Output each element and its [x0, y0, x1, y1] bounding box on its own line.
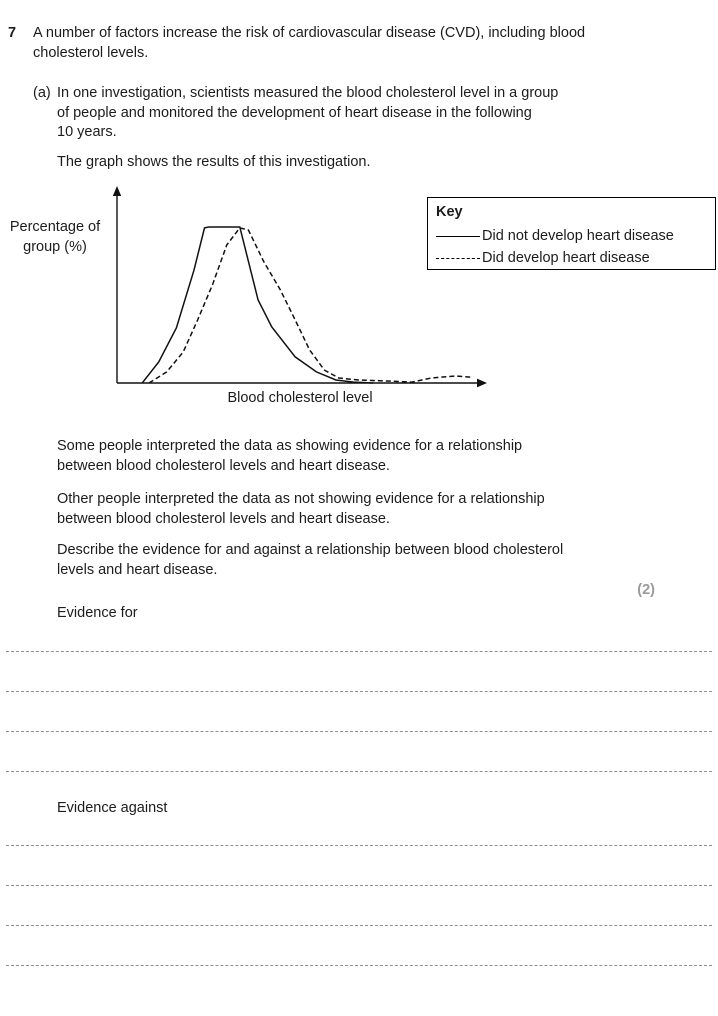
answer-line: [6, 691, 712, 692]
evidence-for-label: Evidence for: [57, 605, 138, 621]
answer-lines-evidence-for: [6, 651, 712, 772]
solid-line-sample-icon: [436, 236, 480, 237]
legend: [427, 197, 716, 270]
x-axis-label: Blood cholesterol level: [227, 390, 373, 406]
legend-item-solid: [436, 226, 707, 248]
answer-line: [6, 925, 712, 926]
intro-line: A number of factors increase the risk of cardiovascular disease (CVD), including blood: [33, 25, 586, 41]
y-axis-label-line: Percentage of: [9, 219, 101, 235]
paragraph-line: levels and heart disease.: [57, 561, 218, 578]
answer-line: [6, 651, 712, 652]
legend-label: Did develop heart disease: [482, 249, 650, 266]
task-instruction-paragraph: [57, 541, 563, 580]
answer-line: [6, 965, 712, 966]
question-number: 7: [8, 25, 17, 41]
answer-lines-evidence-against: [6, 845, 712, 966]
y-axis-label-line: group (%): [23, 238, 87, 255]
legend-item-dashed: [436, 248, 707, 270]
paragraph-line: Other people interpreted the data as not showing evidence for a relationship: [57, 491, 545, 507]
answer-line: [6, 771, 712, 772]
y-axis-arrow-icon: [113, 186, 121, 196]
paragraph-line: between blood cholesterol levels and heart disease.: [57, 510, 390, 527]
part-a-text: [57, 84, 558, 143]
part-a-line: of people and monitored the development of heart disease in the following: [57, 104, 532, 121]
answer-line: [6, 885, 712, 886]
legend-label: Did not develop heart disease: [482, 227, 674, 244]
curve-dashed: [149, 228, 470, 383]
y-axis-label: [4, 218, 106, 257]
graph-figure: [0, 180, 718, 412]
x-axis-arrow-icon: [477, 379, 487, 388]
answer-line: [6, 845, 712, 846]
question-intro: [33, 24, 585, 63]
part-a-label: (a): [33, 85, 51, 101]
answer-line: [6, 731, 712, 732]
intro-line: cholesterol levels.: [33, 44, 149, 61]
dashed-line-sample-icon: [436, 258, 480, 259]
interpretation-against-paragraph: [57, 490, 545, 529]
marks-badge: (2): [637, 582, 655, 598]
legend-title: Key: [436, 204, 463, 220]
paragraph-line: Describe the evidence for and against a relationship between blood cholesterol: [57, 542, 564, 558]
paragraph-line: between blood cholesterol levels and heart disease.: [57, 457, 390, 474]
paragraph-line: Some people interpreted the data as showing evidence for a relationship: [57, 438, 523, 454]
part-a-line: 10 years.: [57, 124, 117, 140]
graph-caption: The graph shows the results of this investigation.: [57, 154, 371, 170]
interpretation-for-paragraph: [57, 437, 522, 476]
evidence-against-label: Evidence against: [57, 800, 168, 816]
part-a-line: In one investigation, scientists measured the blood cholesterol level in a group: [57, 85, 559, 101]
